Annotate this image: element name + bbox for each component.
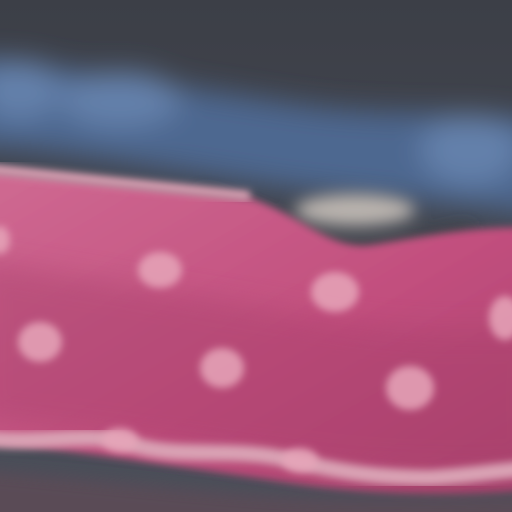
polka-dot <box>102 428 138 452</box>
polka-dot <box>311 272 359 312</box>
polka-dot <box>386 366 434 410</box>
polka-dot <box>18 322 62 362</box>
polka-dot <box>282 448 318 472</box>
polka-dot <box>200 348 244 388</box>
polka-dot <box>138 252 182 288</box>
